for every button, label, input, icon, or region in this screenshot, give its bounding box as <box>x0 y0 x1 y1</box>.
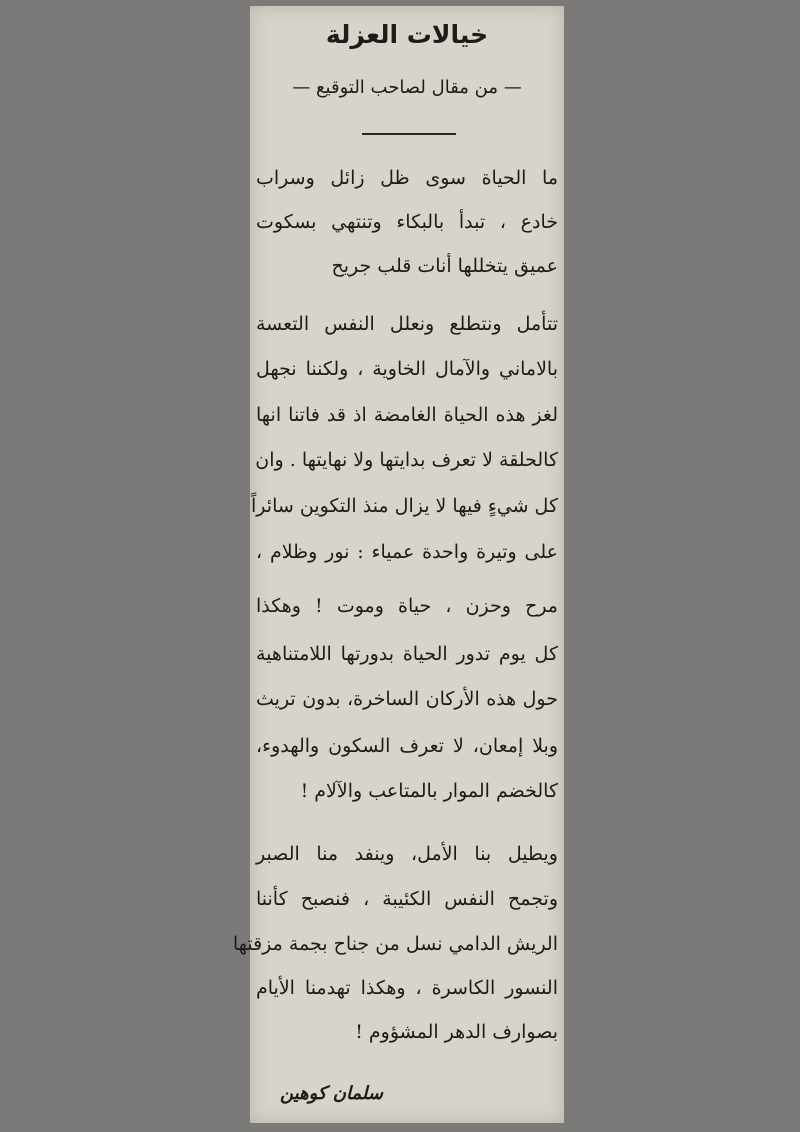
text-line: كالخضم الموار بالمتاعب والآلام ! <box>300 780 558 802</box>
title-divider <box>362 133 456 135</box>
article-title: خيالات العزلة <box>325 20 489 49</box>
text-line: كل شيءٍ فيها لا يزال منذ التكوين سائراً <box>251 495 558 517</box>
text-line: النسور الكاسرة ، وهكذا تهدمنا الأيام <box>256 977 558 999</box>
text-line: وبلا إمعان، لا تعرف السكون والهدوء، <box>256 735 558 757</box>
text-line: الريش الدامي نسل من جناح بجمة مزقتها <box>232 933 558 955</box>
article-subtitle: — من مقال لصاحب التوقيع — <box>292 77 522 98</box>
text-line: على وتيرة واحدة عمياء : نور وظلام ، <box>256 541 558 563</box>
newspaper-clipping <box>232 6 564 1123</box>
text-line: بالاماني والآمال الخاوية ، ولكننا نجهل <box>256 358 558 380</box>
text-line: كل يوم تدور الحياة بدورتها اللامتناهية <box>256 643 558 665</box>
text-line: تتأمل ونتطلع ونعلل النفس التعسة <box>256 313 558 335</box>
text-line: ويطيل بنا الأمل، وينفد منا الصبر <box>256 843 558 865</box>
text-line: خادع ، تبدأ بالبكاء وتنتهي بسكوت <box>256 211 558 233</box>
text-line: بصوارف الدهر المشؤوم ! <box>355 1021 558 1043</box>
text-line: حول هذه الأركان الساخرة، بدون تريث <box>256 688 558 710</box>
text-line: وتجمح النفس الكئيبة ، فنصبح كأننا <box>256 888 558 910</box>
text-line: كالحلقة لا تعرف بدايتها ولا نهايتها . وان <box>255 449 558 471</box>
text-line: مرح وحزن ، حياة وموت ! وهكذا <box>256 595 558 617</box>
text-line: ما الحياة سوى ظل زائل وسراب <box>256 167 558 189</box>
text-line: لغز هذه الحياة الغامضة اذ قد فاتنا انها <box>256 404 558 426</box>
author-signature: سلمان كوهين <box>280 1083 383 1104</box>
text-line: عميق يتخللها أنات قلب جريح <box>331 255 558 277</box>
